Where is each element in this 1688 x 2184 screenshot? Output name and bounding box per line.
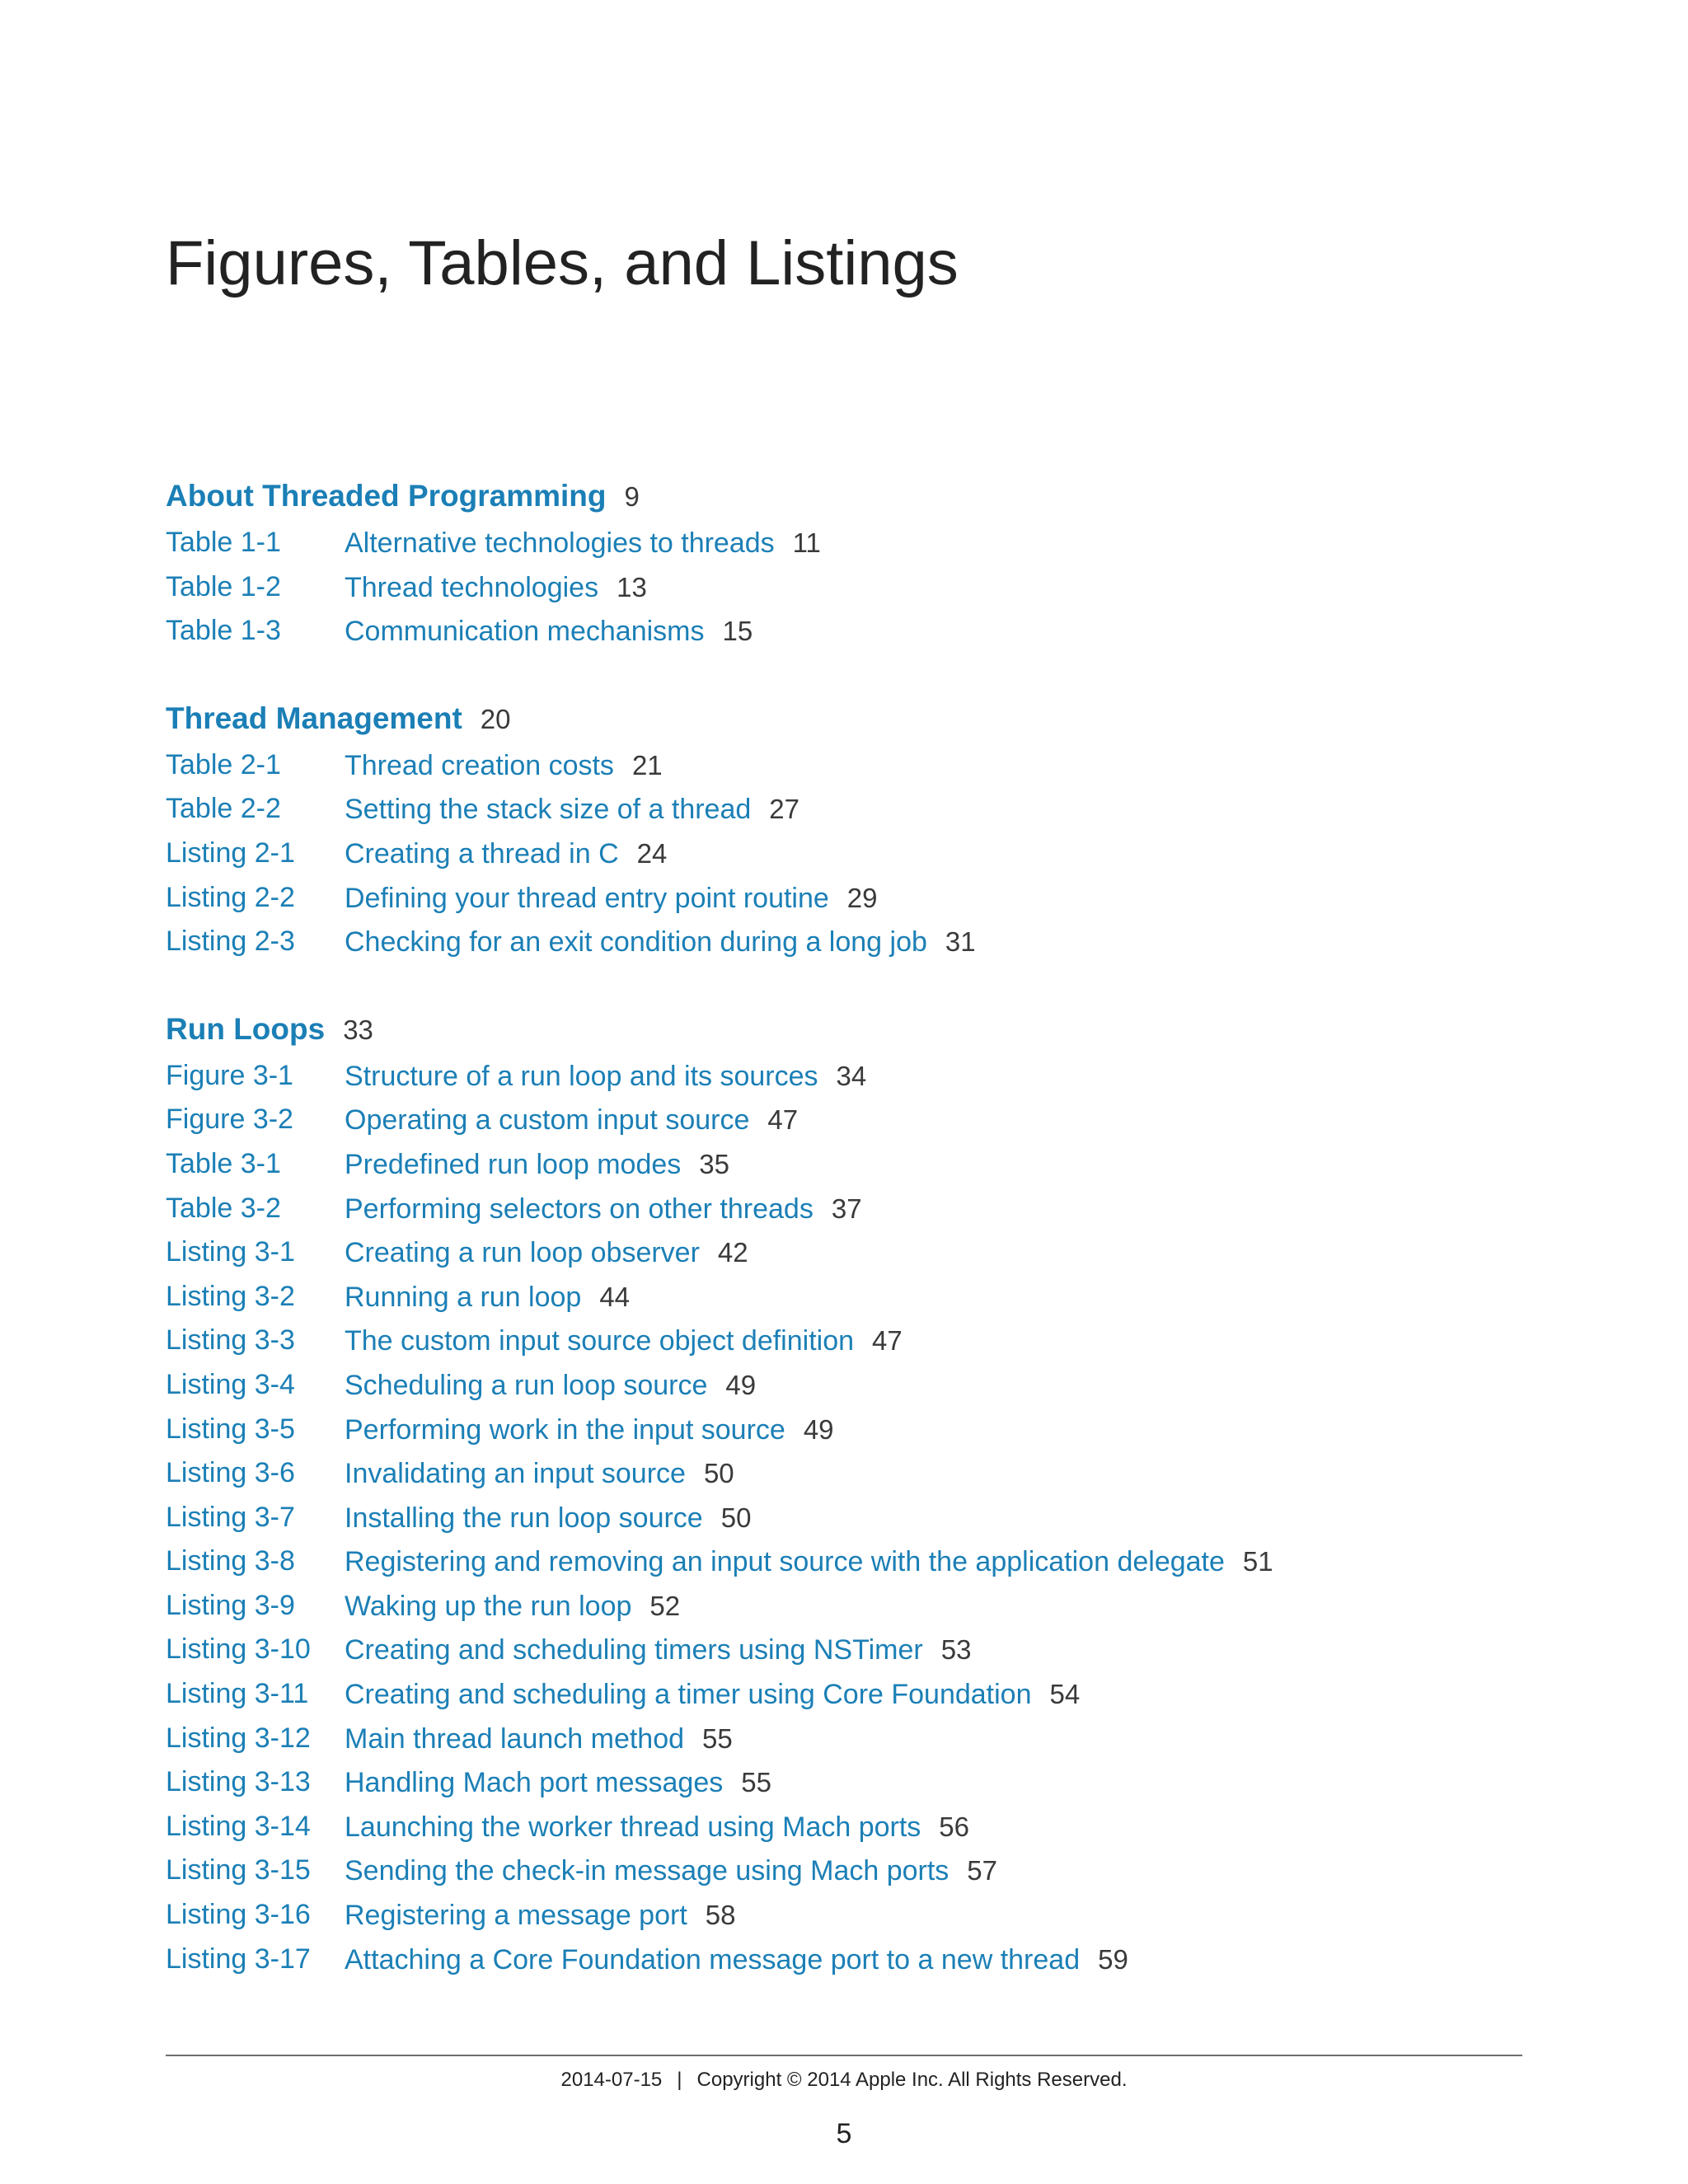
entry-label[interactable]: Listing 3-8: [166, 1545, 295, 1577]
entry-title-link[interactable]: Creating and scheduling a timer using Core Foundation: [345, 1679, 1032, 1711]
entry-label[interactable]: Table 3-2: [166, 1192, 281, 1224]
toc-entry[interactable]: [166, 1628, 1526, 1672]
entry-title-link[interactable]: Waking up the run loop: [345, 1590, 632, 1622]
entry-title-link[interactable]: Invalidating an input source: [345, 1458, 686, 1490]
entry-page-number: 47: [872, 1325, 903, 1357]
toc-entry[interactable]: [166, 1098, 1526, 1142]
section-title-link[interactable]: Run Loops: [166, 1011, 326, 1046]
entry-title-link[interactable]: Predefined run loop modes: [345, 1148, 682, 1180]
entry-page-number: 59: [1098, 1943, 1128, 1975]
toc-entry[interactable]: [166, 1408, 1526, 1452]
entry-page-number: 15: [722, 616, 753, 647]
entry-label[interactable]: Listing 3-12: [166, 1722, 311, 1754]
entry-title-link[interactable]: Defining your thread entry point routine: [345, 882, 829, 914]
entry-title-link[interactable]: Thread technologies: [345, 571, 599, 603]
toc-entry[interactable]: [166, 832, 1526, 876]
entry-page-number: 34: [836, 1060, 867, 1091]
entry-title-link[interactable]: Performing selectors on other threads: [345, 1193, 814, 1225]
entry-page-number: 49: [803, 1413, 834, 1445]
entry-title-link[interactable]: Scheduling a run loop source: [345, 1369, 708, 1401]
entry-label[interactable]: Listing 2-2: [166, 881, 295, 913]
toc-entry[interactable]: [166, 1363, 1526, 1408]
section-title-link[interactable]: Thread Management: [166, 701, 462, 735]
toc-section-run-loops: [166, 1005, 1526, 1981]
toc-entry[interactable]: [166, 565, 1526, 610]
table-of-contents: [166, 471, 1526, 2022]
toc-section-thread-management: [166, 694, 1526, 964]
footer-copyright: Copyright © 2014 Apple Inc. All Rights Reserved.: [696, 2069, 1128, 2091]
toc-entry[interactable]: [166, 1451, 1526, 1496]
entry-title-link[interactable]: Creating and scheduling timers using NSTimer: [345, 1634, 923, 1666]
entry-title-link[interactable]: Operating a custom input source: [345, 1104, 750, 1137]
entry-label[interactable]: Figure 3-2: [166, 1104, 293, 1136]
toc-entry[interactable]: [166, 1717, 1526, 1761]
toc-entry[interactable]: [166, 1496, 1526, 1540]
entry-label[interactable]: Table 2-2: [166, 793, 281, 825]
section-title-link[interactable]: About Threaded Programming: [166, 479, 607, 513]
entry-label[interactable]: Listing 3-14: [166, 1810, 311, 1842]
entry-page-number: 47: [767, 1104, 799, 1136]
entry-label[interactable]: Figure 3-1: [166, 1059, 293, 1091]
entry-label[interactable]: Listing 3-10: [166, 1633, 311, 1666]
entry-title-link[interactable]: Running a run loop: [345, 1281, 582, 1313]
entry-page-number: 44: [599, 1281, 631, 1312]
entry-label[interactable]: Listing 3-13: [166, 1766, 311, 1798]
entry-label[interactable]: Listing 3-15: [166, 1854, 311, 1886]
toc-entry[interactable]: [166, 1142, 1526, 1187]
entry-page-number: 29: [846, 882, 878, 913]
toc-entry[interactable]: [166, 1805, 1526, 1849]
entry-title-link[interactable]: Performing work in the input source: [345, 1413, 785, 1446]
entry-page-number: 35: [699, 1148, 729, 1179]
toc-entry[interactable]: [166, 1319, 1526, 1363]
entry-label[interactable]: Table 1-2: [166, 570, 281, 602]
entry-title-link[interactable]: Launching the worker thread using Mach ports: [345, 1811, 921, 1843]
entry-page-number: 53: [940, 1634, 972, 1666]
entry-title-link[interactable]: Thread creation costs: [345, 749, 614, 781]
toc-entry[interactable]: [166, 1540, 1526, 1584]
entry-page-number: 55: [741, 1767, 771, 1798]
section-heading[interactable]: [166, 694, 1526, 743]
entry-page-number: 13: [617, 571, 647, 602]
entry-page-number: 57: [967, 1855, 998, 1886]
toc-entry[interactable]: [166, 1893, 1526, 1938]
toc-entry[interactable]: [166, 1054, 1526, 1099]
toc-entry[interactable]: [166, 1849, 1526, 1893]
entry-label[interactable]: Listing 3-3: [166, 1324, 295, 1357]
entry-label[interactable]: Table 1-3: [166, 615, 281, 647]
section-page-number: 9: [624, 481, 640, 512]
entry-page-number: 58: [705, 1900, 736, 1931]
entry-title-link[interactable]: Creating a thread in C: [345, 837, 619, 869]
toc-entry[interactable]: [166, 1275, 1526, 1319]
entry-title-link[interactable]: Installing the run loop source: [345, 1502, 703, 1534]
section-heading[interactable]: [166, 471, 1526, 521]
toc-entry[interactable]: [166, 787, 1526, 832]
entry-page-number: 55: [702, 1722, 733, 1754]
toc-entry[interactable]: [166, 1230, 1526, 1275]
entry-page-number: 37: [831, 1193, 862, 1224]
entry-label[interactable]: Listing 3-5: [166, 1413, 295, 1445]
entry-label[interactable]: Table 1-1: [166, 527, 281, 558]
entry-title-link[interactable]: Handling Mach port messages: [345, 1767, 724, 1799]
entry-label[interactable]: Listing 3-16: [166, 1899, 311, 1931]
entry-label[interactable]: Listing 3-11: [166, 1678, 309, 1710]
entry-title-link[interactable]: Creating a run loop observer: [345, 1237, 700, 1269]
toc-entry[interactable]: [166, 876, 1526, 921]
entry-page-number: 54: [1049, 1679, 1081, 1710]
entry-title-link[interactable]: Structure of a run loop and its sources: [345, 1060, 818, 1092]
toc-entry[interactable]: [166, 1584, 1526, 1629]
toc-entry[interactable]: [166, 1760, 1526, 1805]
page-number: 5: [836, 2118, 852, 2149]
entry-label[interactable]: Listing 3-1: [166, 1236, 295, 1268]
footer-date: 2014-07-15: [560, 2069, 663, 2091]
entry-label[interactable]: Listing 2-3: [166, 926, 295, 958]
entry-label[interactable]: Listing 3-4: [166, 1368, 295, 1400]
entry-label[interactable]: Listing 3-17: [166, 1943, 311, 1975]
entry-page-number: 24: [636, 837, 668, 869]
entry-label[interactable]: Listing 3-9: [166, 1589, 295, 1621]
entry-title-link[interactable]: Main thread launch method: [345, 1722, 685, 1755]
entry-page-number: 42: [717, 1237, 748, 1268]
entry-label[interactable]: Table 3-1: [166, 1147, 281, 1179]
entry-title-link[interactable]: The custom input source object definition: [345, 1325, 855, 1357]
entry-label[interactable]: Listing 3-2: [166, 1280, 295, 1312]
entry-page-number: 51: [1242, 1546, 1273, 1577]
entry-label[interactable]: Listing 3-7: [166, 1501, 295, 1533]
entry-label[interactable]: Listing 2-1: [166, 837, 295, 869]
entry-page-number: 11: [792, 527, 821, 558]
entry-page-number: 31: [945, 926, 976, 958]
toc-entry[interactable]: [166, 609, 1526, 654]
entry-page-number: 27: [769, 794, 800, 825]
toc-section-about-threaded-programming: [166, 471, 1526, 654]
toc-entry[interactable]: [166, 743, 1526, 788]
toc-entry[interactable]: [166, 1187, 1526, 1231]
toc-entry[interactable]: [166, 920, 1526, 964]
footer-separator: |: [677, 2069, 682, 2091]
entry-page-number: 49: [725, 1369, 757, 1400]
entry-title-link[interactable]: Alternative technologies to threads: [345, 527, 775, 559]
entry-title-link[interactable]: Attaching a Core Foundation message port to a new thread: [345, 1943, 1081, 1975]
footer-divider: [166, 2055, 1522, 2056]
page-title: Figures, Tables, and Listings: [166, 228, 959, 298]
entry-title-link[interactable]: Sending the check-in message using Mach ports: [345, 1855, 950, 1887]
entry-page-number: 56: [939, 1811, 970, 1842]
entry-label[interactable]: Table 2-1: [166, 748, 281, 780]
entry-title-link[interactable]: Setting the stack size of a thread: [345, 794, 752, 826]
page-footer: [166, 2065, 1522, 2095]
entry-label[interactable]: Listing 3-6: [166, 1457, 295, 1489]
entry-page-number: 50: [720, 1502, 752, 1533]
section-page-number: 20: [480, 703, 511, 734]
section-heading[interactable]: [166, 1005, 1526, 1054]
entry-page-number: 21: [631, 749, 663, 780]
entry-title-link[interactable]: Registering a message port: [345, 1900, 687, 1932]
entry-page-number: 50: [703, 1458, 734, 1489]
toc-entry[interactable]: [166, 521, 1526, 565]
toc-entry[interactable]: [166, 1672, 1526, 1717]
entry-page-number: 52: [649, 1590, 681, 1621]
entry-title-link[interactable]: Checking for an exit condition during a long job: [345, 926, 927, 958]
section-page-number: 33: [343, 1014, 373, 1045]
toc-entry[interactable]: [166, 1938, 1526, 1982]
entry-title-link[interactable]: Registering and removing an input source with the application delegate: [345, 1546, 1225, 1578]
entry-title-link[interactable]: Communication mechanisms: [345, 616, 705, 648]
